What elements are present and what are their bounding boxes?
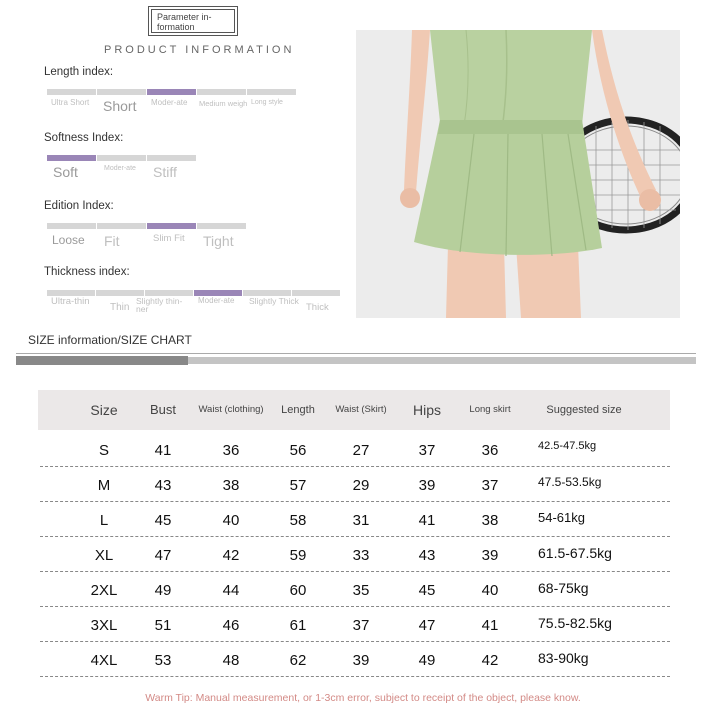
- softness-index-segment: [147, 155, 196, 161]
- softness-index-segment: [97, 155, 146, 161]
- table-header-cell: Waist (Skirt): [335, 404, 387, 415]
- table-cell: 57: [289, 477, 307, 494]
- table-cell: 37: [481, 477, 499, 494]
- table-cell: 40: [481, 582, 499, 599]
- table-cell: 61.5-67.5kg: [538, 545, 612, 561]
- thickness-index-segment: [292, 290, 340, 296]
- table-row: [40, 432, 670, 467]
- product-information-title: PRODUCT INFORMATION: [104, 44, 295, 56]
- length-index-title: Length index:: [44, 66, 114, 78]
- thickness-index-title: Thickness index:: [44, 266, 130, 278]
- softness-index-label: Moder-ate: [104, 165, 136, 172]
- table-header-cell: Hips: [412, 402, 442, 418]
- thickness-index-label: Thick: [306, 302, 329, 313]
- table-cell: 68-75kg: [538, 580, 589, 596]
- table-cell: 33: [352, 547, 370, 564]
- thickness-index-label: Slightly thin-ner: [136, 296, 183, 314]
- table-cell: 37: [352, 617, 370, 634]
- edition-index-segment: [47, 223, 96, 229]
- divider-bar-dark: [16, 356, 188, 365]
- table-header-cell: Bust: [149, 402, 177, 417]
- table-cell: 42: [481, 652, 499, 669]
- table-cell: 31: [352, 512, 370, 529]
- divider-line: [16, 353, 696, 354]
- table-cell: 36: [222, 442, 240, 459]
- table-header-cell: Length: [281, 404, 315, 416]
- softness-index-label: Soft: [53, 164, 78, 180]
- length-index-segment: [97, 89, 146, 95]
- table-row: [40, 467, 670, 502]
- table-cell: 43: [154, 477, 172, 494]
- parameter-info-label: Parameter in-formation: [151, 9, 235, 33]
- size-table-header: [38, 390, 670, 430]
- table-cell: 39: [418, 477, 436, 494]
- table-cell: 39: [352, 652, 370, 669]
- table-row: [40, 642, 670, 677]
- edition-index-label: Fit: [104, 233, 120, 249]
- table-cell: 43: [418, 547, 436, 564]
- table-cell: 35: [352, 582, 370, 599]
- table-cell: 59: [289, 547, 307, 564]
- table-cell: 60: [289, 582, 307, 599]
- product-photo: [356, 30, 680, 318]
- size-chart-title: SIZE information/SIZE CHART: [28, 333, 192, 347]
- length-index-label: Medium weigh: [199, 99, 248, 108]
- softness-index-title: Softness Index:: [44, 132, 124, 144]
- table-cell: 53: [154, 652, 172, 669]
- table-cell: 41: [481, 617, 499, 634]
- table-cell: S: [98, 442, 110, 459]
- table-cell: 37: [418, 442, 436, 459]
- table-cell: 48: [222, 652, 240, 669]
- edition-index-segment: [147, 223, 196, 229]
- table-cell: 51: [154, 617, 172, 634]
- table-cell: 58: [289, 512, 307, 529]
- table-cell: 54-61kg: [538, 510, 585, 525]
- table-row: [40, 572, 670, 607]
- table-cell: L: [99, 512, 109, 529]
- length-index-segment: [197, 89, 246, 95]
- thickness-index-label: Ultra-thin: [51, 296, 90, 307]
- table-cell: 42: [222, 547, 240, 564]
- table-cell: 39: [481, 547, 499, 564]
- table-cell: 2XL: [90, 582, 118, 599]
- warm-tip-note: Warm Tip: Manual measurement, or 1-3cm error, subject to receipt of the object, please know.: [145, 692, 581, 704]
- table-row: [40, 607, 670, 642]
- table-cell: 47.5-53.5kg: [538, 475, 602, 489]
- edition-index-segment: [197, 223, 246, 229]
- length-index-label: Short: [103, 98, 137, 114]
- table-cell: 46: [222, 617, 240, 634]
- edition-index-label: Slim Fit: [153, 233, 185, 244]
- table-cell: 47: [154, 547, 172, 564]
- table-cell: 49: [154, 582, 172, 599]
- table-cell: 36: [481, 442, 499, 459]
- edition-index-label: Tight: [203, 233, 234, 249]
- table-cell: 61: [289, 617, 307, 634]
- table-row: [40, 537, 670, 572]
- edition-index-title: Edition Index:: [44, 200, 114, 212]
- length-index-label: Ultra Short: [51, 98, 90, 107]
- table-cell: 47: [418, 617, 436, 634]
- table-cell: 45: [154, 512, 172, 529]
- edition-index-segment: [97, 223, 146, 229]
- table-cell: 4XL: [90, 652, 118, 669]
- table-cell: 42.5-47.5kg: [538, 440, 597, 452]
- table-cell: 75.5-82.5kg: [538, 615, 612, 631]
- table-header-cell: Waist (clothing): [198, 404, 264, 415]
- table-header-cell: Size: [90, 402, 118, 418]
- table-cell: XL: [94, 547, 114, 564]
- table-cell: 27: [352, 442, 370, 459]
- table-cell: 38: [481, 512, 499, 529]
- length-index-label: Long style: [251, 99, 283, 106]
- table-row: [40, 502, 670, 537]
- softness-index-segment: [47, 155, 96, 161]
- length-index-segment: [147, 89, 196, 95]
- parameter-info-box: [148, 6, 238, 36]
- table-cell: M: [97, 477, 111, 494]
- table-header-cell: Suggested size: [546, 404, 622, 416]
- table-cell: 49: [418, 652, 436, 669]
- table-cell: 29: [352, 477, 370, 494]
- table-cell: 83-90kg: [538, 650, 589, 666]
- thickness-index-label: Moder-ate: [198, 296, 235, 305]
- table-cell: 41: [154, 442, 172, 459]
- length-index-segment: [47, 89, 96, 95]
- length-index-segment: [247, 89, 296, 95]
- thickness-index-label: Slightly Thick: [249, 296, 299, 306]
- table-cell: 38: [222, 477, 240, 494]
- row-divider: [40, 676, 670, 677]
- table-cell: 3XL: [90, 617, 118, 634]
- table-cell: 56: [289, 442, 307, 459]
- edition-index-label: Loose: [52, 233, 85, 247]
- table-cell: 45: [418, 582, 436, 599]
- table-cell: 44: [222, 582, 240, 599]
- table-cell: 40: [222, 512, 240, 529]
- table-cell: 62: [289, 652, 307, 669]
- length-index-label: Moder-ate: [151, 98, 188, 107]
- divider-bar-light: [188, 357, 696, 364]
- thickness-index-label: Thin: [110, 302, 130, 313]
- softness-index-label: Stiff: [153, 164, 177, 180]
- tennis-skirt-illustration: [356, 30, 680, 318]
- table-header-cell: Long skirt: [469, 404, 511, 415]
- table-cell: 41: [418, 512, 436, 529]
